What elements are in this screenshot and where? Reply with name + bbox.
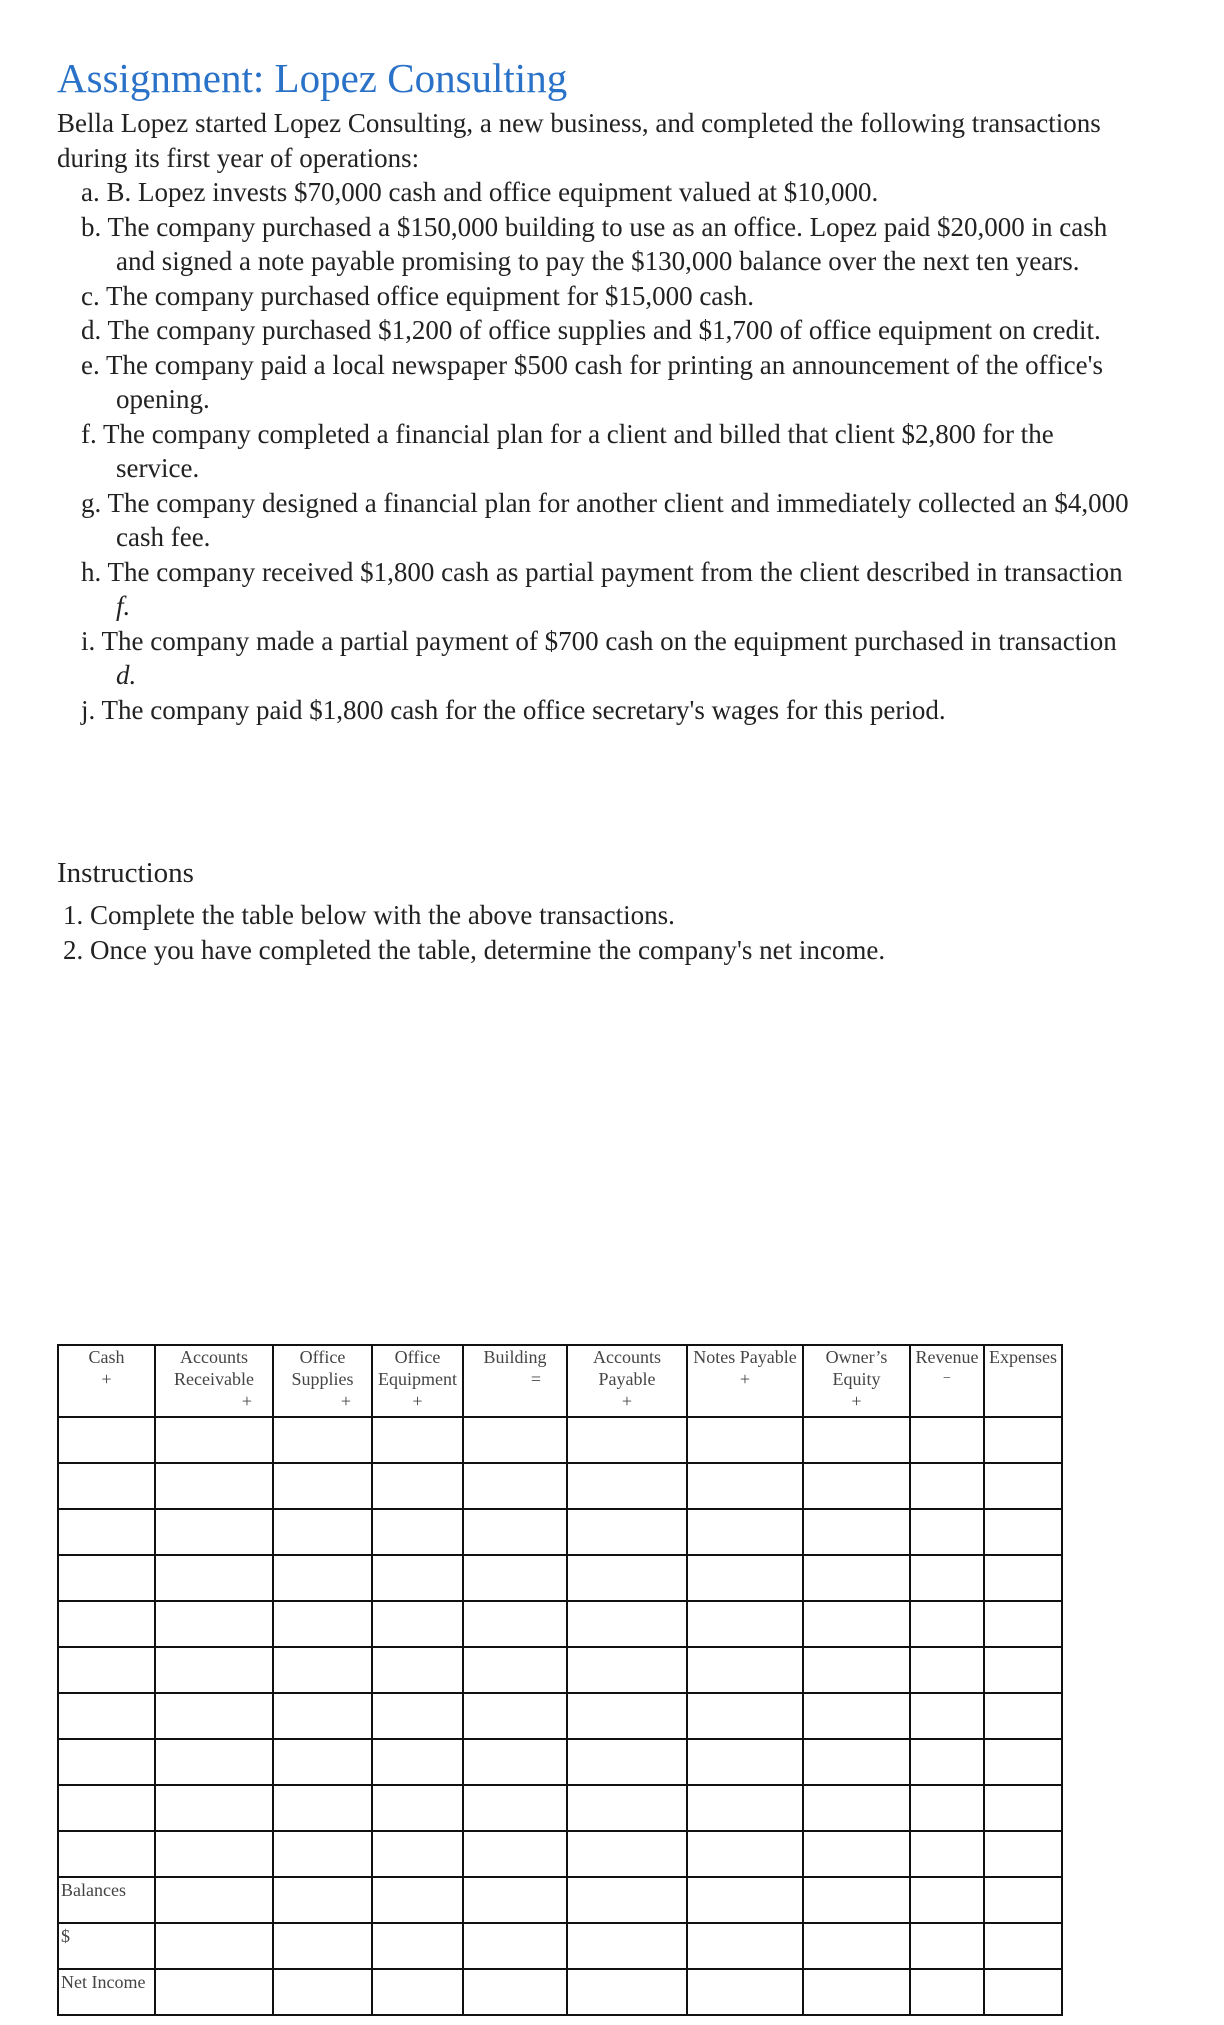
- table-cell[interactable]: [155, 1647, 273, 1693]
- table-cell[interactable]: [273, 1877, 372, 1923]
- column-header: [687, 1345, 803, 1417]
- column-header-line: [911, 1390, 983, 1412]
- transaction-letter: d.: [81, 315, 102, 345]
- table-cell[interactable]: [372, 1969, 463, 2015]
- column-header-line: +: [101, 1369, 112, 1389]
- column-header-line: [985, 1390, 1061, 1412]
- table-cell[interactable]: [910, 1739, 984, 1785]
- transaction-text: The company received $1,800 cash as partial payment from the client described in transaction: [107, 556, 1123, 587]
- transaction-item: [81, 348, 1141, 417]
- table-cell[interactable]: [463, 1831, 567, 1877]
- table-row: [58, 1463, 1062, 1509]
- table-cell[interactable]: [803, 1969, 910, 2015]
- table-cell[interactable]: [463, 1785, 567, 1831]
- table-cell[interactable]: [803, 1739, 910, 1785]
- transaction-item: [81, 210, 1141, 279]
- table-cell[interactable]: [372, 1463, 463, 1509]
- table-cell[interactable]: [58, 1417, 155, 1463]
- column-header-line: Notes Payable: [693, 1347, 797, 1367]
- table-cell[interactable]: [273, 1601, 372, 1647]
- table-cell[interactable]: [58, 1463, 155, 1509]
- transaction-item: [81, 624, 1141, 693]
- column-header: [910, 1345, 984, 1417]
- table-row: [58, 1923, 1062, 1969]
- table-cell[interactable]: [567, 1739, 687, 1785]
- table-cell[interactable]: [463, 1877, 567, 1923]
- table-cell[interactable]: [155, 1693, 273, 1739]
- table-cell[interactable]: [463, 1969, 567, 2015]
- table-cell[interactable]: [984, 1647, 1062, 1693]
- table-cell[interactable]: [984, 1969, 1062, 2015]
- table-cell[interactable]: [910, 1647, 984, 1693]
- column-header-line: Equipment: [378, 1369, 457, 1389]
- table-cell[interactable]: [273, 1555, 372, 1601]
- table-cell[interactable]: [567, 1969, 687, 2015]
- table-cell[interactable]: [463, 1739, 567, 1785]
- instructions-heading: Instructions: [57, 857, 194, 889]
- column-header-line: [688, 1390, 802, 1412]
- transaction-letter: i.: [81, 625, 96, 656]
- transaction-letter: f.: [81, 418, 97, 449]
- table-cell[interactable]: [58, 1555, 155, 1601]
- table-cell[interactable]: [687, 1463, 803, 1509]
- transaction-letter: a.: [81, 177, 100, 207]
- table-cell[interactable]: [803, 1509, 910, 1555]
- transaction-text: The company paid a local newspaper $500 cash for printing an announcement of the office's opening.: [106, 349, 1104, 414]
- column-header-line: Supplies: [291, 1369, 354, 1389]
- table-cell[interactable]: [155, 1463, 273, 1509]
- table-row: [58, 1831, 1062, 1877]
- column-header-line: +: [739, 1369, 751, 1389]
- table-cell[interactable]: [273, 1785, 372, 1831]
- table-cell[interactable]: [984, 1739, 1062, 1785]
- transaction-letter: h.: [81, 556, 102, 587]
- table-cell[interactable]: [567, 1785, 687, 1831]
- table-cell[interactable]: [687, 1417, 803, 1463]
- table-cell[interactable]: [910, 1969, 984, 2015]
- table-cell[interactable]: [273, 1693, 372, 1739]
- table-cell[interactable]: [567, 1693, 687, 1739]
- table-cell[interactable]: [273, 1463, 372, 1509]
- row-label: $: [61, 1926, 70, 1946]
- table-cell[interactable]: [372, 1693, 463, 1739]
- transaction-text: The company designed a financial plan for another client and immediately collected an $4,000 cash fee.: [107, 487, 1129, 552]
- table-cell[interactable]: [803, 1785, 910, 1831]
- table-cell[interactable]: [372, 1831, 463, 1877]
- table-cell[interactable]: [687, 1555, 803, 1601]
- table-cell[interactable]: [567, 1831, 687, 1877]
- table-cell[interactable]: [155, 1785, 273, 1831]
- table-row: [58, 1601, 1062, 1647]
- table-cell[interactable]: [567, 1647, 687, 1693]
- table-row: [58, 1555, 1062, 1601]
- table-cell[interactable]: [567, 1555, 687, 1601]
- table-cell[interactable]: [273, 1417, 372, 1463]
- transaction-text: The company paid $1,800 cash for the office secretary's wages for this period.: [101, 694, 946, 725]
- table-cell[interactable]: [567, 1877, 687, 1923]
- table-cell[interactable]: [155, 1739, 273, 1785]
- table-row: [58, 1969, 1062, 2015]
- table-cell[interactable]: [984, 1831, 1062, 1877]
- table-cell[interactable]: [155, 1831, 273, 1877]
- table-cell[interactable]: [687, 1601, 803, 1647]
- column-header: [567, 1345, 687, 1417]
- table-cell[interactable]: [567, 1417, 687, 1463]
- transaction-item: [81, 693, 1141, 728]
- table-cell[interactable]: [687, 1509, 803, 1555]
- table-cell[interactable]: [155, 1509, 273, 1555]
- table-cell[interactable]: [984, 1923, 1062, 1969]
- table-cell[interactable]: [910, 1509, 984, 1555]
- transaction-text: The company purchased office equipment for $15,000 cash.: [106, 280, 755, 311]
- table-cell[interactable]: [155, 1969, 273, 2015]
- column-header: [463, 1345, 567, 1417]
- table-cell[interactable]: [372, 1923, 463, 1969]
- row-label: Balances: [61, 1880, 126, 1900]
- transaction-item: [81, 486, 1141, 555]
- table-cell[interactable]: [155, 1555, 273, 1601]
- table-cell[interactable]: [372, 1877, 463, 1923]
- transaction-text: The company purchased $1,200 of office supplies and $1,700 of office equipment on credit.: [107, 315, 1101, 345]
- column-header-line: Owner’s: [825, 1347, 888, 1367]
- table-cell[interactable]: [687, 1969, 803, 2015]
- table-row: [58, 1785, 1062, 1831]
- table-cell[interactable]: [58, 1647, 155, 1693]
- table-row: [58, 1417, 1062, 1463]
- transaction-letter: c.: [81, 280, 100, 311]
- column-header-line: Payable: [598, 1369, 656, 1389]
- transaction-text: The company completed a financial plan for a client and billed that client $2,800 for the service.: [103, 418, 1054, 483]
- column-header-line: Building: [483, 1347, 547, 1367]
- column-header-line: +: [412, 1391, 423, 1411]
- table-cell[interactable]: [567, 1601, 687, 1647]
- table-cell[interactable]: [687, 1785, 803, 1831]
- column-header: [155, 1345, 273, 1417]
- table-cell[interactable]: [910, 1417, 984, 1463]
- table-cell[interactable]: [803, 1417, 910, 1463]
- column-header-line: −: [943, 1371, 951, 1386]
- table-cell[interactable]: [984, 1463, 1062, 1509]
- table-cell[interactable]: [984, 1509, 1062, 1555]
- table-cell[interactable]: [372, 1509, 463, 1555]
- table-cell[interactable]: [463, 1463, 567, 1509]
- table-cell[interactable]: [58, 1831, 155, 1877]
- instructions-list: [63, 898, 885, 967]
- table-cell[interactable]: [155, 1923, 273, 1969]
- table-cell[interactable]: [273, 1509, 372, 1555]
- table-cell[interactable]: [372, 1785, 463, 1831]
- table-cell[interactable]: [372, 1647, 463, 1693]
- table-row: [58, 1509, 1062, 1555]
- table-cell[interactable]: [273, 1647, 372, 1693]
- transaction-item: [81, 175, 1141, 210]
- table-cell[interactable]: [463, 1647, 567, 1693]
- table-cell[interactable]: [910, 1555, 984, 1601]
- column-header-line: Cash: [88, 1347, 125, 1367]
- table-cell[interactable]: [463, 1693, 567, 1739]
- table-cell[interactable]: [372, 1739, 463, 1785]
- table-cell[interactable]: [58, 1969, 155, 2015]
- table-cell[interactable]: [687, 1647, 803, 1693]
- column-header-line: Accounts: [593, 1347, 661, 1367]
- transaction-ref: d.: [116, 660, 137, 690]
- column-header: [372, 1345, 463, 1417]
- transaction-ref: f.: [116, 591, 131, 621]
- table-cell[interactable]: [910, 1693, 984, 1739]
- column-header-line: +: [241, 1391, 252, 1411]
- column-header-line: Equity: [832, 1369, 881, 1389]
- table-row: [58, 1739, 1062, 1785]
- table-row: [58, 1647, 1062, 1693]
- table-cell[interactable]: [463, 1509, 567, 1555]
- column-header: [58, 1345, 155, 1417]
- table-cell[interactable]: [58, 1877, 155, 1923]
- table-cell[interactable]: [910, 1601, 984, 1647]
- table-cell[interactable]: [58, 1509, 155, 1555]
- table-cell[interactable]: [273, 1831, 372, 1877]
- table-cell[interactable]: [372, 1555, 463, 1601]
- table-cell[interactable]: [58, 1785, 155, 1831]
- column-header-line: Office: [394, 1347, 441, 1367]
- transaction-letter: e.: [81, 349, 100, 380]
- table-cell[interactable]: [273, 1969, 372, 2015]
- table-cell[interactable]: [687, 1831, 803, 1877]
- table-cell[interactable]: [687, 1693, 803, 1739]
- transaction-list: [81, 175, 1141, 727]
- column-header-line: Office: [299, 1347, 346, 1367]
- transaction-item: [81, 555, 1141, 624]
- transaction-text: B. Lopez invests $70,000 cash and office equipment valued at $10,000.: [106, 177, 879, 207]
- transaction-item: [81, 313, 1141, 348]
- table-cell[interactable]: [372, 1601, 463, 1647]
- column-header-line: Expenses: [989, 1347, 1057, 1367]
- table-cell[interactable]: [910, 1463, 984, 1509]
- table-cell[interactable]: [984, 1785, 1062, 1831]
- column-header-line: [59, 1390, 154, 1412]
- table-cell[interactable]: [910, 1923, 984, 1969]
- table-cell[interactable]: [567, 1463, 687, 1509]
- table-row: [58, 1877, 1062, 1923]
- table-cell[interactable]: [687, 1739, 803, 1785]
- instruction-item: 1. Complete the table below with the above transactions.: [63, 900, 675, 930]
- table-cell[interactable]: [803, 1647, 910, 1693]
- table-cell[interactable]: [984, 1555, 1062, 1601]
- table-cell[interactable]: [984, 1693, 1062, 1739]
- table-cell[interactable]: [910, 1877, 984, 1923]
- column-header-line: +: [851, 1391, 862, 1411]
- table-cell[interactable]: [58, 1739, 155, 1785]
- transaction-letter: j.: [81, 694, 96, 725]
- intro-paragraph: Bella Lopez started Lopez Consulting, a new business, and completed the following transactions during its first year of operations:: [57, 108, 1101, 173]
- table-cell[interactable]: [567, 1509, 687, 1555]
- column-header-line: +: [621, 1391, 633, 1411]
- table-cell[interactable]: [463, 1923, 567, 1969]
- transaction-letter: b.: [81, 211, 102, 242]
- accounting-equation-table: [57, 1344, 1063, 2016]
- column-header-line: [464, 1390, 566, 1412]
- table-cell[interactable]: [803, 1463, 910, 1509]
- table-cell[interactable]: [803, 1923, 910, 1969]
- transaction-item: [81, 279, 1141, 314]
- table-row: [58, 1693, 1062, 1739]
- table-cell[interactable]: [803, 1555, 910, 1601]
- table-cell[interactable]: [984, 1877, 1062, 1923]
- column-header: [984, 1345, 1062, 1417]
- table-cell[interactable]: [984, 1417, 1062, 1463]
- table-cell[interactable]: [155, 1417, 273, 1463]
- column-header-line: Accounts: [180, 1347, 248, 1367]
- transaction-letter: g.: [81, 487, 102, 518]
- transaction-text: The company purchased a $150,000 building to use as an office. Lopez paid $20,000 in cash and signed a note payable promising to pay the $130,000 balance over the next ten years.: [107, 211, 1108, 276]
- column-header-line: Receivable: [174, 1369, 254, 1389]
- transaction-text: The company made a partial payment of $700 cash on the equipment purchased in transaction: [101, 625, 1117, 656]
- transaction-item: [81, 417, 1141, 486]
- table-cell[interactable]: [910, 1831, 984, 1877]
- table-cell[interactable]: [687, 1877, 803, 1923]
- column-header: [803, 1345, 910, 1417]
- table-cell[interactable]: [803, 1831, 910, 1877]
- column-header-line: [985, 1368, 1061, 1390]
- table-cell[interactable]: [803, 1877, 910, 1923]
- table-cell[interactable]: [803, 1601, 910, 1647]
- table-cell[interactable]: [58, 1923, 155, 1969]
- table-cell[interactable]: [567, 1923, 687, 1969]
- table-cell[interactable]: [463, 1555, 567, 1601]
- column-header-line: Revenue: [915, 1347, 979, 1367]
- table-cell[interactable]: [58, 1601, 155, 1647]
- row-label: Net Income: [61, 1972, 146, 1992]
- table-cell[interactable]: [803, 1693, 910, 1739]
- table-cell[interactable]: [273, 1739, 372, 1785]
- table-cell[interactable]: [910, 1785, 984, 1831]
- table-cell[interactable]: [463, 1601, 567, 1647]
- table-cell[interactable]: [372, 1417, 463, 1463]
- column-header: [273, 1345, 372, 1417]
- column-header-line: +: [340, 1391, 351, 1411]
- table-cell[interactable]: [58, 1693, 155, 1739]
- table-cell[interactable]: [687, 1923, 803, 1969]
- table-cell[interactable]: [273, 1923, 372, 1969]
- table-cell[interactable]: [984, 1601, 1062, 1647]
- page-title: Assignment: Lopez Consulting: [57, 55, 568, 101]
- table-cell[interactable]: [463, 1417, 567, 1463]
- instruction-item: 2. Once you have completed the table, determine the company's net income.: [63, 934, 886, 965]
- table-cell[interactable]: [155, 1877, 273, 1923]
- table-cell[interactable]: [155, 1601, 273, 1647]
- column-header-line: =: [530, 1369, 541, 1389]
